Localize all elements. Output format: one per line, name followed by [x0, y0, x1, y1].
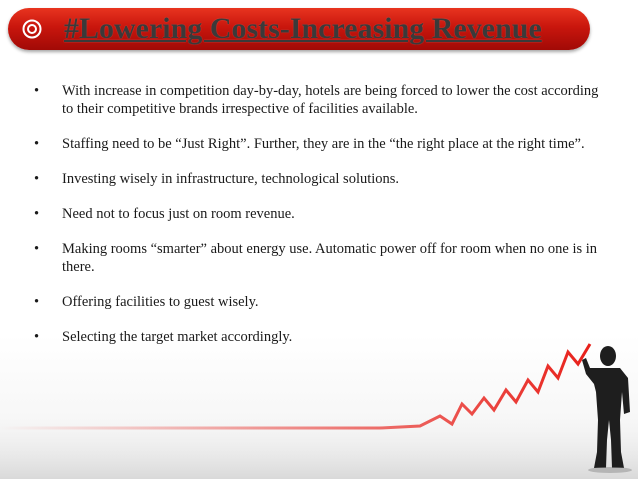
- bullet-marker: •: [34, 83, 40, 99]
- list-item: [32, 328, 602, 346]
- bullet-marker: •: [34, 294, 40, 310]
- bullet-list: [32, 82, 602, 363]
- bullet-marker: •: [34, 329, 40, 345]
- businessman-silhouette: [582, 346, 632, 473]
- list-item: [32, 205, 602, 223]
- bullet-marker: •: [34, 136, 40, 152]
- bullet-text: Offering facilities to guest wisely.: [62, 294, 259, 310]
- bullet-text: Need not to focus just on room revenue.: [62, 206, 295, 222]
- bullet-marker: •: [34, 241, 40, 257]
- bullet-text: Making rooms “smarter” about energy use. Automatic power off for room when no one is in there.: [62, 241, 598, 275]
- bullet-marker: •: [34, 171, 40, 187]
- list-item: [32, 240, 602, 276]
- bullet-text: Staffing need to be “Just Right”. Further, they are in the “the right place at the right time”.: [62, 136, 585, 152]
- bullet-text: Selecting the target market accordingly.: [62, 329, 293, 345]
- bullet-text: With increase in competition day-by-day, hotels are being forced to lower the cost according to their competitive brands irrespective of facilities available.: [62, 83, 599, 117]
- list-item: [32, 135, 602, 153]
- list-item: [32, 82, 602, 118]
- page-title: #Lowering Costs-Increasing Revenue: [64, 12, 542, 45]
- list-item: [32, 170, 602, 188]
- bullet-marker: •: [34, 206, 40, 222]
- target-icon: [22, 19, 42, 39]
- list-item: [32, 293, 602, 311]
- bullet-text: Investing wisely in infrastructure, technological solutions.: [62, 171, 400, 187]
- title-bar: [8, 8, 590, 50]
